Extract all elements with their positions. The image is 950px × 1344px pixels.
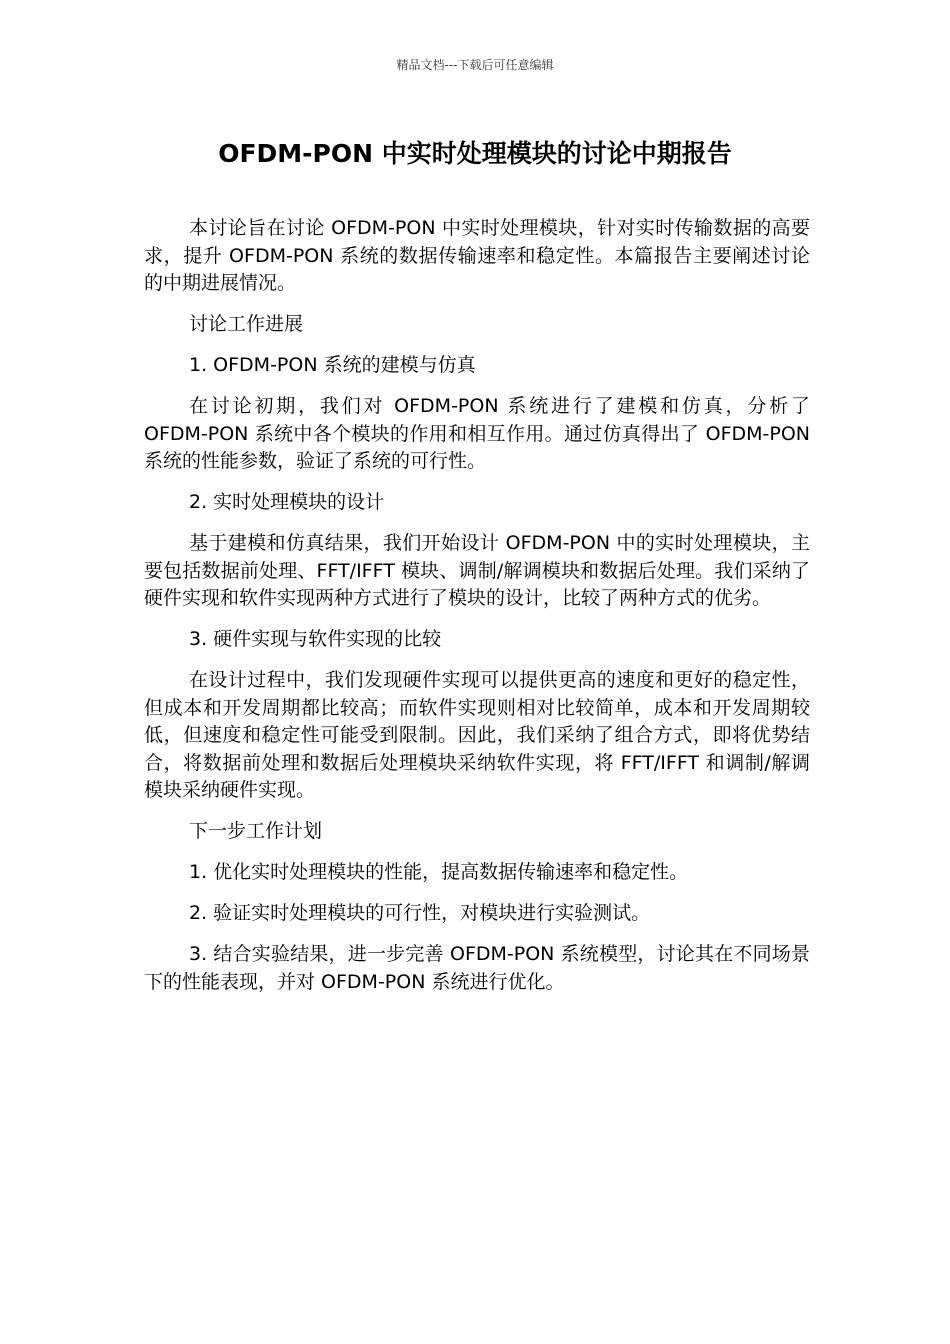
document-body: [144, 215, 810, 1010]
heading-modeling: 1. OFDM-PON 系统的建模与仿真: [189, 354, 476, 376]
paragraph-comparison: 在设计过程中，我们发现硬件实现可以提供更高的速度和更好的稳定性，但成本和开发周期都比较高；而软件实现则相对比较简单，成本和开发周期较低，但速度和稳定性可能受到限制。因此，我们采纳了组合方式，即将优势结合，将数据前处理和数据后处理模块采纳软件实现，将 FFT/IFFT 和调制/解调模块采纳硬件实现。: [144, 669, 810, 801]
heading-next-steps: 下一步工作计划: [189, 820, 323, 842]
list-item-next-3: 3. 结合实验结果，进一步完善 OFDM-PON 系统模型，讨论其在不同场景下的性能表现，并对 OFDM-PON 系统进行优化。: [144, 943, 810, 993]
header-note: 精品文档---下载后可任意编辑: [396, 58, 554, 72]
heading-comparison: 3. 硬件实现与软件实现的比较: [189, 628, 442, 650]
paragraph-intro: 本讨论旨在讨论 OFDM-PON 中实时处理模块，针对实时传输数据的高要求，提升 OFDM-PON 系统的数据传输速率和稳定性。本篇报告主要阐述讨论的中期进展情况。: [144, 217, 810, 294]
document-title: OFDM-PON 中实时处理模块的讨论中期报告: [218, 139, 732, 168]
list-item-next-2: 2. 验证实时处理模块的可行性，对模块进行实验测试。: [189, 902, 651, 924]
heading-module-design: 2. 实时处理模块的设计: [189, 491, 385, 513]
heading-progress: 讨论工作进展: [189, 313, 304, 335]
list-item-next-1: 1. 优化实时处理模块的性能，提高数据传输速率和稳定性。: [189, 861, 689, 883]
paragraph-module-design: 基于建模和仿真结果，我们开始设计 OFDM-PON 中的实时处理模块，主要包括数据前处理、FFT/IFFT 模块、调制/解调模块和数据后处理。我们采纳了硬件实现和软件实现两种方式进行了模块的设计，比较了两种方式的优劣。: [144, 532, 810, 609]
paragraph-modeling: 在讨论初期，我们对 OFDM-PON 系统进行了建模和仿真，分析了 OFDM-PON 系统中各个模块的作用和相互作用。通过仿真得出了 OFDM-PON 系统的性能参数，验证了系统的可行性。: [144, 395, 810, 472]
